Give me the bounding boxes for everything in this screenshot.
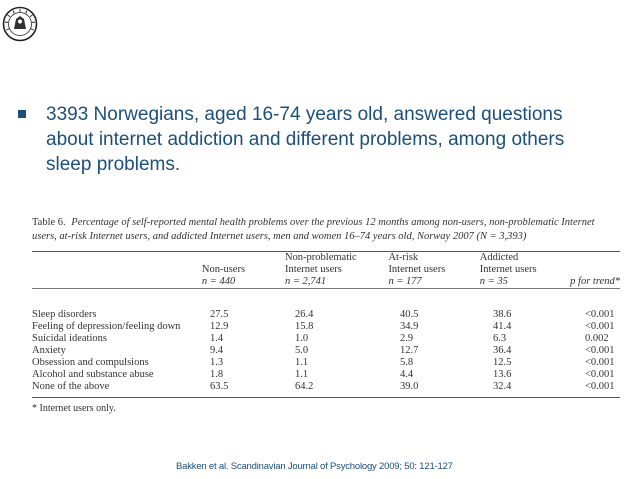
table-bottom-rule <box>32 397 620 398</box>
cell: 0.002 <box>585 333 609 344</box>
cell: 5.0 <box>295 345 309 356</box>
university-seal-icon <box>2 6 38 42</box>
cell: <0.001 <box>585 369 615 380</box>
row-label: Suicidal ideations <box>32 333 107 344</box>
cell: 12.9 <box>210 321 229 332</box>
header-line1: Addicted <box>479 252 519 263</box>
table-row <box>32 381 620 393</box>
header-n: n = 35 <box>479 276 508 287</box>
cell: 32.4 <box>493 381 512 392</box>
cell: 5.8 <box>400 357 414 368</box>
header-line2: Internet users <box>284 264 342 275</box>
header-n: n = 2,741 <box>284 276 327 287</box>
cell: 64.2 <box>295 381 314 392</box>
cell: 38.6 <box>493 309 512 320</box>
header-line2: Internet users <box>388 264 446 275</box>
header-row-1 <box>32 252 620 264</box>
table-figure <box>32 216 620 414</box>
row-label: Anxiety <box>32 345 66 356</box>
cell: 12.5 <box>493 357 512 368</box>
header-line1: Non-problematic <box>284 252 357 263</box>
cell: 1.1 <box>295 357 309 368</box>
header-row-2 <box>32 264 620 276</box>
header-line1: At-risk <box>388 252 419 263</box>
cell: 13.6 <box>493 369 512 380</box>
cell: 1.0 <box>295 333 309 344</box>
cell: 41.4 <box>493 321 512 332</box>
table-row <box>32 321 620 333</box>
bullet-text: 3393 Norwegians, aged 16-74 years old, answered questions about internet addiction and different problems, among others sleep problems. <box>46 104 565 175</box>
cell: 63.5 <box>210 381 229 392</box>
cell: 9.4 <box>210 345 224 356</box>
data-table <box>32 252 620 288</box>
header-line1 <box>202 252 285 264</box>
row-label: None of the above <box>32 381 110 392</box>
row-label: Alcohol and substance abuse <box>32 369 154 380</box>
table-row <box>32 309 620 321</box>
header-line2 <box>570 264 620 276</box>
table-row <box>32 357 620 369</box>
cell: 15.8 <box>295 321 314 332</box>
table-row <box>32 369 620 381</box>
row-label: Obsession and compulsions <box>32 357 149 368</box>
header-line2: Non-users <box>201 264 246 275</box>
cell: 4.4 <box>400 369 414 380</box>
header-n: n = 440 <box>201 276 236 287</box>
data-table-body <box>32 289 620 393</box>
row-label: Feeling of depression/feeling down <box>32 321 181 332</box>
table-caption-text: Percentage of self-reported mental health problems over the previous 12 months among non-users, non-problematic Internet users, at-risk Internet users, and addicted Internet users, men and women 16–74 years old, Norway 2007 (N = 3,393) <box>32 217 595 242</box>
cell: <0.001 <box>585 321 615 332</box>
table-row <box>32 333 620 345</box>
cell: 1.8 <box>210 369 224 380</box>
cell: <0.001 <box>585 357 615 368</box>
cell: <0.001 <box>585 309 615 320</box>
row-label: Sleep disorders <box>32 309 97 320</box>
cell: 26.4 <box>295 309 314 320</box>
table-row <box>32 345 620 357</box>
cell: 27.5 <box>210 309 229 320</box>
cell: 1.3 <box>210 357 224 368</box>
citation: Bakken et al. Scandinavian Journal of Psychology 2009; 50: 121-127 <box>176 461 453 472</box>
cell: 2.9 <box>400 333 414 344</box>
bullet-point <box>18 102 618 177</box>
header-row-3 <box>32 276 620 288</box>
cell: 1.4 <box>210 333 224 344</box>
cell: <0.001 <box>585 345 615 356</box>
table-number: Table 6. <box>32 217 66 228</box>
cell: 6.3 <box>493 333 507 344</box>
cell: <0.001 <box>585 381 615 392</box>
cell: 36.4 <box>493 345 512 356</box>
header-n: n = 177 <box>388 276 422 287</box>
table-caption <box>32 216 620 244</box>
cell: 12.7 <box>400 345 419 356</box>
cell: 1.1 <box>295 369 309 380</box>
header-line2: Internet users <box>479 264 537 275</box>
cell: 40.5 <box>400 309 419 320</box>
cell: 39.0 <box>400 381 419 392</box>
square-bullet-icon <box>18 110 26 118</box>
cell: 34.9 <box>400 321 419 332</box>
header-n: p for trend* <box>570 276 620 287</box>
header-line1 <box>570 252 620 264</box>
table-footnote: * Internet users only. <box>32 403 116 414</box>
